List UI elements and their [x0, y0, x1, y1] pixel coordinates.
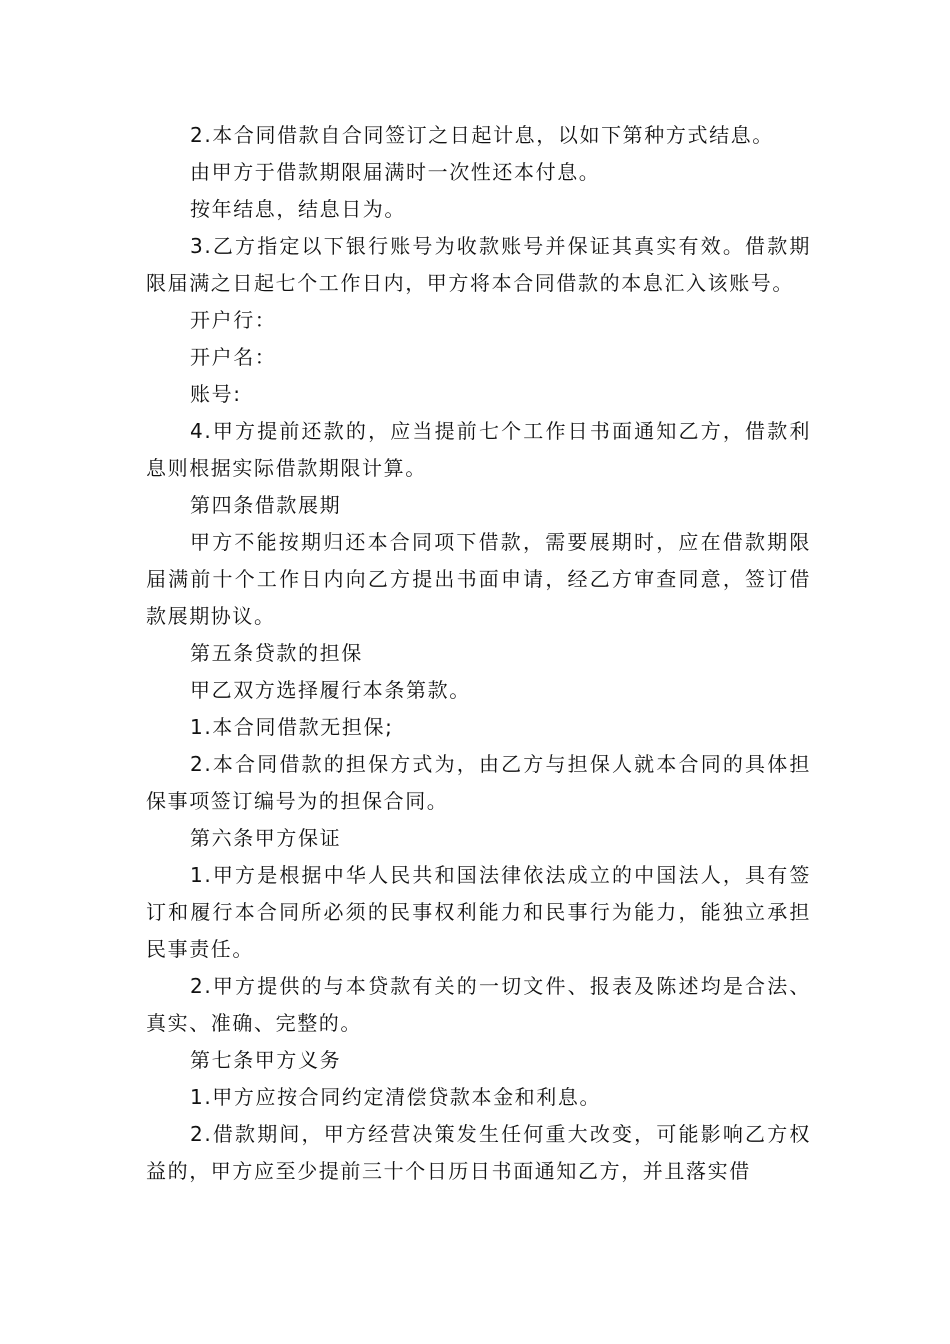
- section-heading-party-a-warranty: 第六条甲方保证: [190, 826, 342, 850]
- section-heading-guarantee: 第五条贷款的担保: [190, 641, 363, 665]
- paragraph-annual-interest: 按年结息，结息日为。: [190, 197, 406, 221]
- paragraph-repay-principal: 1.甲方应按合同约定清偿贷款本金和利息。: [190, 1085, 602, 1109]
- paragraph-early-repayment: 4.甲方提前还款的，应当提前七个工作日书面通知乙方，借款利息则根据实际借款期限计算。: [146, 419, 811, 480]
- paragraph-interest-start: 2.本合同借款自合同签订之日起计息，以如下第种方式结息。: [190, 123, 774, 147]
- section-heading-extension: 第四条借款展期: [190, 493, 342, 517]
- document-body: [146, 117, 811, 1190]
- paragraph-bank-branch: 开户行：: [190, 308, 277, 332]
- paragraph-guarantee-choice: 甲乙双方选择履行本条第款。: [190, 678, 471, 702]
- paragraph-guarantee-contract: 2.本合同借款的担保方式为，由乙方与担保人就本合同的具体担保事项签订编号为的担保合同。: [146, 752, 811, 813]
- paragraph-receiving-account: 3.乙方指定以下银行账号为收款账号并保证其真实有效。借款期限届满之日起七个工作日内，甲方将本合同借款的本息汇入该账号。: [146, 234, 811, 295]
- paragraph-no-guarantee: 1.本合同借款无担保;: [190, 715, 394, 739]
- paragraph-account-name: 开户名：: [190, 345, 277, 369]
- section-heading-party-a-obligations: 第七条甲方义务: [190, 1048, 342, 1072]
- paragraph-lump-sum-repayment: 由甲方于借款期限届满时一次性还本付息。: [190, 160, 601, 184]
- paragraph-major-change-notice: 2.借款期间，甲方经营决策发生任何重大改变，可能影响乙方权益的，甲方应至少提前三十个日历日书面通知乙方，并且落实借: [146, 1122, 811, 1183]
- paragraph-account-number: 账号:: [190, 382, 242, 406]
- paragraph-legal-entity: 1.甲方是根据中华人民共和国法律依法成立的中国法人，具有签订和履行本合同所必须的民事权利能力和民事行为能力，能独立承担民事责任。: [146, 863, 811, 961]
- paragraph-documents-true: 2.甲方提供的与本贷款有关的一切文件、报表及陈述均是合法、真实、准确、完整的。: [146, 974, 811, 1035]
- paragraph-extension-terms: 甲方不能按期归还本合同项下借款，需要展期时，应在借款期限届满前十个工作日内向乙方提出书面申请，经乙方审查同意，签订借款展期协议。: [146, 530, 811, 628]
